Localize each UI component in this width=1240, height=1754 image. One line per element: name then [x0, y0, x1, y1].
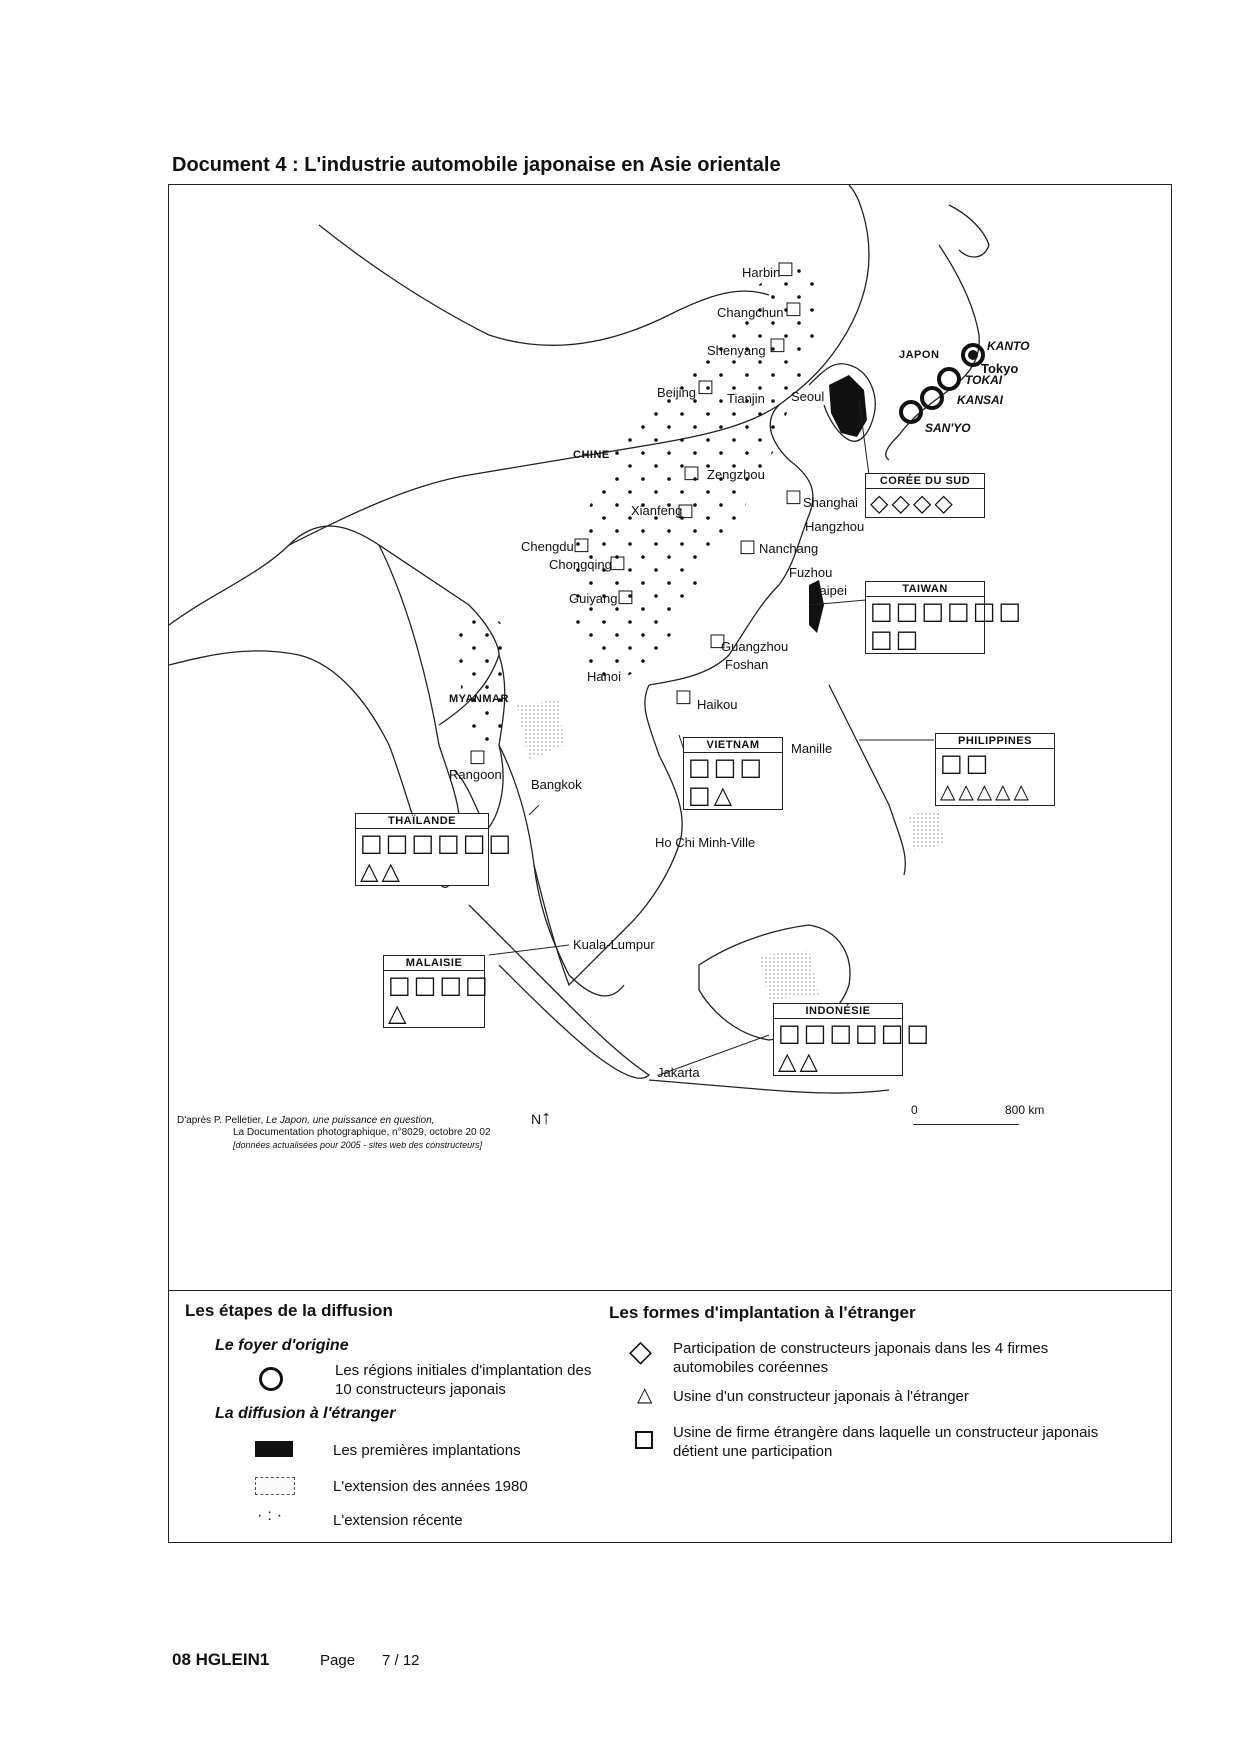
- city-shenyang: Shenyang: [707, 343, 766, 358]
- box-coree-title: CORÉE DU SUD: [866, 474, 984, 489]
- footer-page-number: 7 / 12: [382, 1652, 420, 1669]
- legend-black-swatch-icon: [255, 1441, 293, 1457]
- box-indonesie-row-2: △△: [778, 1047, 821, 1075]
- box-malaisie-row-1: □□□□: [388, 971, 491, 999]
- country-label-chine: CHINE: [573, 449, 610, 461]
- scale-bar: [913, 1124, 1019, 1125]
- legend-stipple-swatch-icon: [255, 1477, 295, 1495]
- box-taiwan-title: TAIWAN: [866, 582, 984, 597]
- box-philippines-row-1: □□: [940, 749, 992, 777]
- city-rangoon: Rangoon: [449, 767, 502, 782]
- box-philippines-title: PHILIPPINES: [936, 734, 1054, 749]
- box-malaisie-title: MALAISIE: [384, 956, 484, 971]
- chengdu-factory-square: □: [573, 534, 594, 555]
- thailand-1980s-area: [517, 700, 564, 760]
- map-frame: [168, 184, 1172, 1291]
- source-line-2: La Documentation photographique, n°8029, octobre 20 02: [233, 1127, 491, 1138]
- source-prefix: D'après P. Pelletier,: [177, 1115, 266, 1126]
- legend-square-icon: [635, 1431, 653, 1449]
- box-philippines-row-2: △△△△△: [940, 779, 1032, 803]
- city-nanchang: Nanchang: [759, 541, 819, 556]
- box-indonesie: [773, 1003, 933, 1076]
- borneo-1980s-area: [759, 950, 819, 1000]
- box-indonesie-title: INDONÉSIE: [774, 1004, 902, 1019]
- region-label-kanto: KANTO: [987, 339, 1030, 353]
- city-hochiminh: Ho Chi Minh-Ville: [655, 835, 756, 850]
- city-bangkok: Bangkok: [531, 777, 582, 792]
- footer-page-label: Page: [320, 1652, 356, 1669]
- box-coree-row-1: ◇◇◇◇: [870, 489, 956, 517]
- city-kualalumpur: Kuala-Lumpur: [573, 937, 655, 952]
- java-coast: [649, 1080, 889, 1093]
- city-haikou: Haikou: [697, 697, 738, 712]
- legend-dots-swatch-icon: ·:·: [257, 1507, 288, 1524]
- box-malaisie-row-2: △: [388, 999, 410, 1027]
- harbin-factory-square: □: [777, 258, 798, 279]
- box-vietnam-row-1: □□□: [688, 753, 766, 781]
- city-hanoi: Hanoi: [587, 669, 621, 684]
- legend-diamond-text: Participation de constructeurs japonais dans les 4 firmes automobiles coréennes: [673, 1340, 1049, 1376]
- city-shanghai: Shanghai: [803, 495, 858, 510]
- region-label-tokai: TOKAI: [965, 373, 1003, 387]
- city-zengzhou: Zengzhou: [707, 467, 765, 482]
- country-label-japon: JAPON: [899, 349, 940, 361]
- footer-code: 08 HGLEIN1: [172, 1650, 270, 1669]
- changchun-factory-square: □: [785, 298, 806, 319]
- city-hangzhou: Hangzhou: [805, 519, 865, 534]
- box-thailande-title: THAÏLANDE: [356, 814, 488, 829]
- sumatra-coast: [469, 905, 649, 1078]
- map-source: [177, 1115, 491, 1152]
- chongqing-factory-square: □: [609, 552, 630, 573]
- legend-square-text: Usine de firme étrangère dans laquelle un constructeur japonais détient une participation: [673, 1424, 1099, 1460]
- city-jakarta: Jakarta: [657, 1065, 700, 1080]
- city-guangzhou: Guangzhou: [721, 639, 789, 654]
- box-vietnam-row-2: □△: [688, 781, 736, 809]
- legend-left-title: Les étapes de la diffusion: [185, 1301, 393, 1320]
- philippines-1980s-area: [909, 810, 944, 850]
- philippines-coast: [829, 685, 905, 875]
- box-indonesie-row-1: □□□□□□: [778, 1019, 933, 1047]
- box-philippines: [935, 733, 1055, 806]
- box-malaisie: [383, 955, 491, 1028]
- city-harbin: Harbin: [742, 265, 781, 280]
- legend-first-text: Les premières implantations: [333, 1442, 521, 1459]
- tokyo-dot: [970, 352, 976, 358]
- box-coree-du-sud: [865, 473, 985, 518]
- legend-triangle-icon: △: [637, 1384, 653, 1406]
- city-xianfeng: Xianfeng: [631, 503, 683, 518]
- north-arrow: [531, 1107, 551, 1130]
- city-changchun: Changchun: [717, 305, 784, 320]
- scale-start: 0: [911, 1103, 918, 1117]
- country-label-myanmar: MYANMAR: [449, 693, 509, 705]
- box-vietnam-title: VIETNAM: [684, 738, 782, 753]
- myanmar-recent-extension-area: [457, 611, 511, 748]
- legend-triangle-text: Usine d'un constructeur japonais à l'étranger: [673, 1388, 969, 1405]
- legend-foyer-title: Le foyer d'origine: [215, 1337, 349, 1354]
- city-seoul: Seoul: [791, 389, 825, 404]
- city-beijing: Beijing: [657, 385, 697, 400]
- box-thailande: [355, 813, 515, 886]
- box-taiwan-row-1: □□□□□□: [870, 597, 1025, 625]
- source-line-3: [données actualisées pour 2005 - sites web des constructeurs]: [233, 1140, 483, 1150]
- south-korea-first-implantation: [829, 375, 867, 437]
- legend-diamond-icon: ◇: [629, 1335, 653, 1368]
- city-chengdu: Chengdu: [521, 539, 574, 554]
- malay-peninsula: [534, 865, 624, 996]
- legend-recent-text: L'extension récente: [333, 1512, 463, 1529]
- box-vietnam: [683, 737, 783, 810]
- box-taiwan-row-2: □□: [870, 625, 922, 653]
- shenyang-factory-square: □: [769, 334, 790, 355]
- box-thailande-row-2: △△: [360, 857, 403, 885]
- north-label: N: [531, 1111, 542, 1127]
- region-label-kansai: KANSAI: [957, 393, 1004, 407]
- haikou-factory-square: □: [675, 686, 696, 707]
- scale-end: 800 km: [1005, 1103, 1045, 1117]
- city-tianjin: Tianjin: [727, 391, 765, 406]
- city-taipei: Taipei: [813, 583, 847, 598]
- zengzhou-factory-square: □: [683, 462, 704, 483]
- city-manille: Manille: [791, 741, 833, 756]
- north-arrow-icon: ↑: [541, 1107, 552, 1129]
- source-book-title: Le Japon, une puissance en question,: [266, 1115, 435, 1126]
- box-taiwan: [865, 581, 1025, 654]
- borders-mongolia: [319, 225, 769, 345]
- region-label-sanyo: SAN'YO: [925, 421, 971, 435]
- japan-hokkaido: [949, 205, 989, 257]
- beijing-factory-square: □: [697, 376, 718, 397]
- document-title: Document 4 : L'industrie automobile japonaise en Asie orientale: [172, 154, 781, 176]
- legend-frame: [168, 1291, 1172, 1543]
- guiyang-factory-square: □: [617, 586, 638, 607]
- box-thailande-row-1: □□□□□□: [360, 829, 515, 857]
- legend-diffusion-title: La diffusion à l'étranger: [215, 1405, 396, 1422]
- shanghai-factory-square: □: [785, 486, 806, 507]
- city-guiyang: Guiyang: [569, 591, 618, 606]
- rangoon-factory-square: □: [469, 746, 490, 767]
- sanyo-origin-circle: [901, 402, 921, 422]
- city-foshan: Foshan: [725, 657, 769, 672]
- tokai-origin-circle: [939, 369, 959, 389]
- city-chongqing: Chongqing: [549, 557, 612, 572]
- legend-foyer-text: Les régions initiales d'implantation des 10 constructeurs japonais: [335, 1362, 592, 1398]
- nanchang-factory-square: □: [739, 536, 760, 557]
- legend-eighties-text: L'extension des années 1980: [333, 1478, 528, 1495]
- legend-origin-circle-icon: [259, 1367, 283, 1391]
- city-tokyo: Tokyo: [981, 361, 1019, 376]
- xianfeng-factory-square: □: [677, 500, 698, 521]
- legend-right-title: Les formes d'implantation à l'étranger: [609, 1303, 916, 1322]
- guangzhou-factory-square: □: [709, 630, 730, 651]
- city-fuzhou: Fuzhou: [789, 565, 833, 580]
